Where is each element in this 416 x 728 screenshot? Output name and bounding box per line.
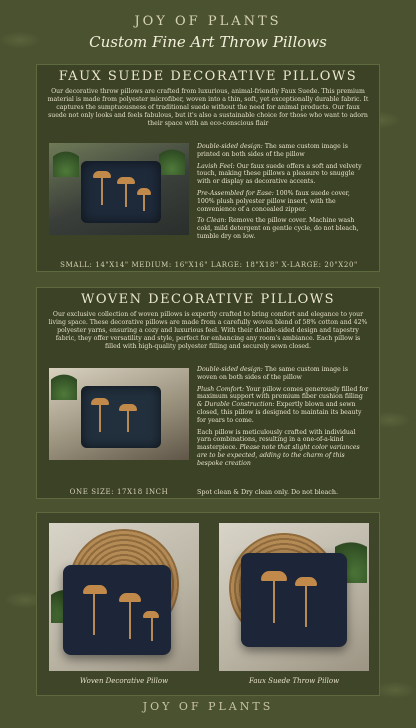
mushroom-icon [261,571,287,581]
faux-suede-features [197,143,369,245]
woven-section [36,287,380,499]
gallery-section [36,512,380,696]
feature-text: 100% faux suede cover, 100% plush polyester pillow insert, with the convenience of a concealed zipper. [197,189,350,213]
woven-features [197,366,369,472]
feature-label: Plush Comfort: [197,385,245,393]
feature-label: Lavish Feel: [197,162,235,170]
mushroom-icon [117,177,135,184]
feature-text: The same custom image is printed on both sides of the pillow [197,143,348,158]
footer-brand: JOY OF PLANTS [142,700,274,713]
faux-suede-photo [49,143,189,235]
feature-text: Our faux suede offers a soft and velvety touch, making these pillows a pleasure to snuggle with or display as decorative accents. [197,162,362,186]
woven-pillow-caption: Woven Decorative Pillow [79,677,169,685]
woven-pillow-photo [49,523,199,671]
mushroom-icon [91,398,109,405]
faux-suede-section [36,64,380,272]
mushroom-icon [119,404,137,411]
woven-title: WOVEN DECORATIVE PILLOWS [80,292,336,307]
feature-text: The same custom image is woven on both sides of the pillow [197,366,348,381]
feature-text: Your pillow comes generously filled for maximum support with premium fiber cushion filling [197,385,369,401]
feature-text: Expertly blown and sewn closed, this pillow is designed to maintain its beauty for years to come. [197,401,362,424]
faux-suede-pillow-caption: Faux Suede Throw Pillow [248,677,340,685]
feature-text: Remove the pillow cover. Machine wash cold, mild detergent on gentle cycle, do not bleach, tumble dry on low. [197,217,359,240]
faux-suede-sizes: SMALL: 14"X14" MEDIUM: 16"X16" LARGE: 18"X18" X-LARGE: 20"X20" [60,261,358,269]
feature-note: Please note that slight color variances are to be expected, adding to the charm of this bespoke creation [197,444,360,467]
feature-label: Pre-Assembled for Ease: [197,189,274,197]
faux-suede-description: Our decorative throw pillows are crafted from luxurious, animal-friendly Faux Suede. This premium material is made from polyester microfiber, woven into a thin, soft, yet exceptionally durable fabric. It captures the sumptuousness of traditional suede without the need for animal products. Our faux suede not only looks and feels fabulous, but it's also a sustainable choice for those who want to adorn their space with an eco-conscious flair [47,88,369,127]
faux-suede-title: FAUX SUEDE DECORATIVE PILLOWS [58,69,358,84]
feature-label: To Clean: [197,217,227,225]
page-subtitle: Custom Fine Art Throw Pillows [89,33,327,51]
faux-suede-pillow-photo [219,523,369,671]
feature-text: Each pillow is meticulously crafted with individual yarn combinations, resulting in a one-of-a-kind masterpiece. [197,428,356,452]
mushroom-icon [93,171,111,178]
faux-suede-details [49,143,369,253]
pillow-image [81,161,161,223]
mushroom-icon [295,577,317,586]
mushroom-icon [137,188,151,195]
woven-size: ONE SIZE: 17X18 INCH [69,488,169,496]
brand-name: JOY OF PLANTS [134,14,282,29]
woven-details [49,366,369,484]
mushroom-icon [143,611,159,618]
feature-label: & Durable Construction: [197,401,275,409]
mushroom-icon [83,585,107,594]
pillow-image [63,565,171,655]
pillow-image [241,553,347,647]
plant-icon [51,370,77,400]
feature-label: Double-sided design: [197,143,263,150]
pillow-image [81,386,161,448]
page-header [0,14,416,51]
woven-description: Our exclusive collection of woven pillows is expertly crafted to bring comfort and elegance to your living space. These decorative pillows are made from a carefully woven blend of 58% cotton and 42% polyester yarns, ensuring a cozy and luxurious feel. With their double-sided design and tapestry fabric, they offer versatility and style, perfect for enhancing any room's ambiance. Each pillow is filled with high-quality polyester filling and securely sewn closed. [48,311,368,350]
mushroom-icon [119,593,141,602]
plant-icon [159,145,185,175]
woven-clean-note: Spot clean & Dry clean only. Do not bleach. [197,488,339,496]
woven-photo [49,368,189,460]
feature-label: Double-sided design: [197,366,263,373]
plant-icon [53,147,79,177]
